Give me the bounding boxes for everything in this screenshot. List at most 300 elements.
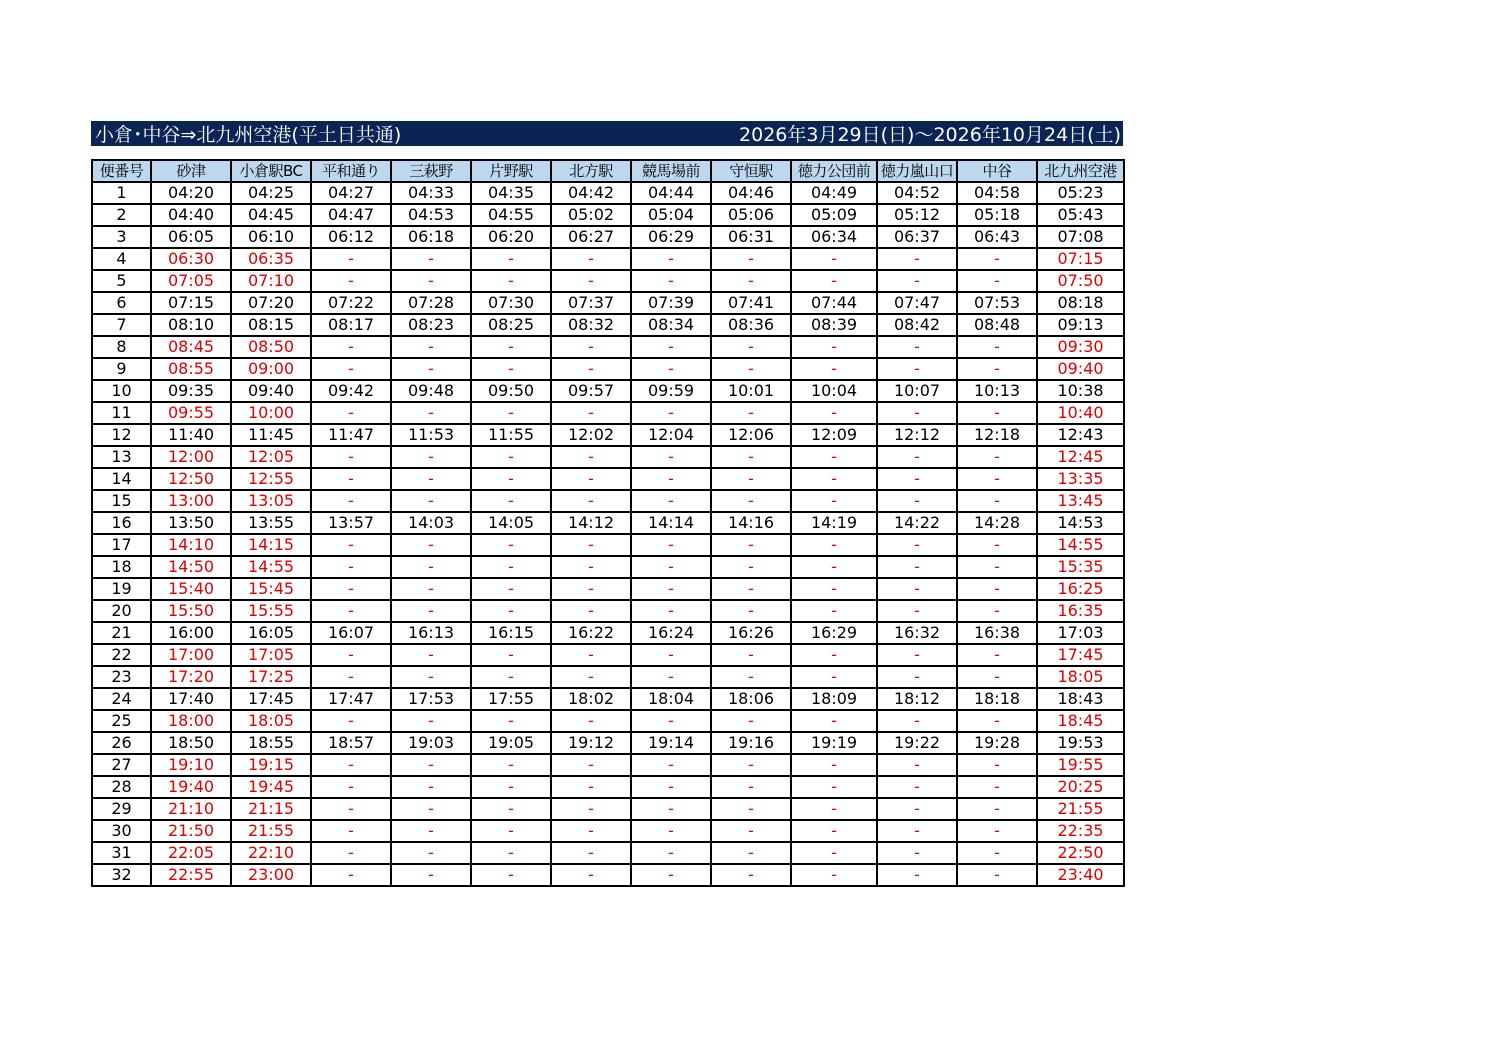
time-cell: - [551,864,631,886]
time-cell: 17:03 [1037,622,1124,644]
time-cell: 06:31 [711,226,791,248]
time-cell: - [877,270,957,292]
time-cell: - [631,468,711,490]
time-cell: 16:32 [877,622,957,644]
table-row [92,732,1124,754]
time-cell: 07:15 [1037,248,1124,270]
time-cell: - [391,336,471,358]
trip-number-cell: 19 [92,578,151,600]
time-cell: - [711,446,791,468]
time-cell: 16:22 [551,622,631,644]
trip-number-cell: 6 [92,292,151,314]
time-cell: 06:12 [311,226,391,248]
column-header: 小倉駅BC [231,160,311,182]
time-cell: 18:00 [151,710,231,732]
time-cell: - [631,358,711,380]
time-cell: 14:22 [877,512,957,534]
time-cell: - [957,710,1037,732]
time-cell: - [311,446,391,468]
time-cell: 06:35 [231,248,311,270]
time-cell: 07:41 [711,292,791,314]
column-header: 守恒駅 [711,160,791,182]
time-cell: 05:43 [1037,204,1124,226]
time-cell: - [791,754,877,776]
time-cell: - [551,644,631,666]
time-cell: - [957,490,1037,512]
time-cell: 17:00 [151,644,231,666]
time-cell: - [711,776,791,798]
time-cell: 06:43 [957,226,1037,248]
time-cell: 12:09 [791,424,877,446]
time-cell: 09:50 [471,380,551,402]
time-cell: 22:05 [151,842,231,864]
time-cell: - [471,534,551,556]
trip-number-cell: 17 [92,534,151,556]
time-cell: - [711,248,791,270]
time-cell: 08:25 [471,314,551,336]
time-cell: - [711,666,791,688]
time-cell: - [471,248,551,270]
time-cell: 09:13 [1037,314,1124,336]
trip-number-cell: 3 [92,226,151,248]
time-cell: - [311,776,391,798]
time-cell: 04:27 [311,182,391,204]
time-cell: - [631,556,711,578]
time-cell: - [791,270,877,292]
time-cell: - [391,600,471,622]
column-header: 中谷 [957,160,1037,182]
time-cell: - [391,864,471,886]
time-cell: - [877,666,957,688]
time-cell: 16:24 [631,622,711,644]
time-cell: - [791,644,877,666]
time-cell: 13:50 [151,512,231,534]
time-cell: - [877,468,957,490]
time-cell: 14:53 [1037,512,1124,534]
time-cell: - [311,358,391,380]
time-cell: 13:00 [151,490,231,512]
time-cell: - [631,776,711,798]
time-cell: 05:06 [711,204,791,226]
time-cell: - [791,490,877,512]
time-cell: 07:39 [631,292,711,314]
time-cell: 06:18 [391,226,471,248]
trip-number-cell: 9 [92,358,151,380]
time-cell: - [711,754,791,776]
time-cell: 04:46 [711,182,791,204]
time-cell: - [711,270,791,292]
time-cell: - [311,754,391,776]
time-cell: 11:55 [471,424,551,446]
time-cell: 17:53 [391,688,471,710]
time-cell: 17:55 [471,688,551,710]
time-cell: - [957,578,1037,600]
time-cell: 16:05 [231,622,311,644]
time-cell: 07:47 [877,292,957,314]
time-cell: 12:06 [711,424,791,446]
column-header: 片野駅 [471,160,551,182]
time-cell: - [471,666,551,688]
time-cell: 07:53 [957,292,1037,314]
time-cell: 08:34 [631,314,711,336]
time-cell: - [877,754,957,776]
time-cell: 17:45 [1037,644,1124,666]
time-cell: 16:35 [1037,600,1124,622]
column-header: 平和通り [311,160,391,182]
time-cell: 04:58 [957,182,1037,204]
time-cell: 17:25 [231,666,311,688]
time-cell: 12:50 [151,468,231,490]
time-cell: - [877,556,957,578]
time-cell: 04:55 [471,204,551,226]
trip-number-cell: 29 [92,798,151,820]
time-cell: - [957,270,1037,292]
time-cell: 04:25 [231,182,311,204]
time-cell: 08:39 [791,314,877,336]
time-cell: 06:27 [551,226,631,248]
time-cell: - [391,798,471,820]
time-cell: - [791,578,877,600]
time-cell: 04:44 [631,182,711,204]
time-cell: 06:20 [471,226,551,248]
time-cell: 07:44 [791,292,877,314]
time-cell: - [471,336,551,358]
time-cell: - [711,578,791,600]
time-cell: 17:45 [231,688,311,710]
time-cell: 18:57 [311,732,391,754]
time-cell: 19:14 [631,732,711,754]
time-cell: - [311,336,391,358]
time-cell: - [391,776,471,798]
time-cell: - [877,798,957,820]
time-cell: 18:02 [551,688,631,710]
time-cell: - [877,600,957,622]
time-cell: - [631,402,711,424]
time-cell: - [551,446,631,468]
time-cell: 11:47 [311,424,391,446]
time-cell: - [631,578,711,600]
time-cell: - [471,556,551,578]
time-cell: - [711,864,791,886]
time-cell: 15:50 [151,600,231,622]
time-cell: 08:15 [231,314,311,336]
time-cell: 07:08 [1037,226,1124,248]
time-cell: - [391,490,471,512]
time-cell: 06:10 [231,226,311,248]
time-cell: - [311,842,391,864]
time-cell: 16:00 [151,622,231,644]
time-cell: 16:38 [957,622,1037,644]
time-cell: 18:43 [1037,688,1124,710]
time-cell: - [957,534,1037,556]
time-cell: - [791,336,877,358]
time-cell: - [877,490,957,512]
time-cell: - [877,864,957,886]
trip-number-cell: 12 [92,424,151,446]
time-cell: 22:55 [151,864,231,886]
table-row [92,622,1124,644]
time-cell: 14:15 [231,534,311,556]
time-cell: 19:05 [471,732,551,754]
time-cell: - [957,336,1037,358]
time-cell: 08:17 [311,314,391,336]
trip-number-cell: 13 [92,446,151,468]
trip-number-cell: 5 [92,270,151,292]
time-cell: 09:48 [391,380,471,402]
time-cell: - [877,776,957,798]
validity-period: 2026年3月29日(日)～2026年10月24日(土) [739,124,1121,146]
trip-number-cell: 21 [92,622,151,644]
table-row [92,336,1124,358]
time-cell: 12:55 [231,468,311,490]
time-cell: 21:50 [151,820,231,842]
time-cell: 06:29 [631,226,711,248]
time-cell: 21:10 [151,798,231,820]
time-cell: 05:18 [957,204,1037,226]
time-cell: - [877,358,957,380]
time-cell: - [957,644,1037,666]
time-cell: 14:10 [151,534,231,556]
time-cell: - [311,468,391,490]
time-cell: 14:28 [957,512,1037,534]
time-cell: - [711,798,791,820]
time-cell: - [791,600,877,622]
time-cell: 22:10 [231,842,311,864]
time-cell: 19:16 [711,732,791,754]
time-cell: 12:18 [957,424,1037,446]
time-cell: 18:45 [1037,710,1124,732]
time-cell: 04:52 [877,182,957,204]
time-cell: 19:28 [957,732,1037,754]
time-cell: - [391,578,471,600]
time-cell: - [791,358,877,380]
time-cell: - [877,534,957,556]
trip-number-cell: 2 [92,204,151,226]
time-cell: 07:28 [391,292,471,314]
timetable [91,159,1125,887]
table-row [92,556,1124,578]
time-cell: 12:43 [1037,424,1124,446]
time-cell: 21:55 [1037,798,1124,820]
table-row [92,424,1124,446]
table-row [92,600,1124,622]
trip-number-cell: 27 [92,754,151,776]
time-cell: - [551,468,631,490]
time-cell: - [791,468,877,490]
time-cell: - [391,534,471,556]
table-row [92,864,1124,886]
trip-number-cell: 28 [92,776,151,798]
time-cell: - [311,864,391,886]
time-cell: - [471,710,551,732]
time-cell: - [311,490,391,512]
time-cell: - [551,798,631,820]
column-header-row [92,160,1124,182]
time-cell: - [311,534,391,556]
time-cell: 19:10 [151,754,231,776]
time-cell: 23:00 [231,864,311,886]
time-cell: - [551,248,631,270]
trip-number-cell: 24 [92,688,151,710]
time-cell: - [957,842,1037,864]
time-cell: 18:05 [1037,666,1124,688]
time-cell: - [877,842,957,864]
time-cell: 18:04 [631,688,711,710]
time-cell: - [711,710,791,732]
time-cell: - [311,798,391,820]
time-cell: - [957,754,1037,776]
time-cell: 18:55 [231,732,311,754]
time-cell: - [957,446,1037,468]
time-cell: 07:22 [311,292,391,314]
table-row [92,666,1124,688]
time-cell: - [711,336,791,358]
time-cell: - [551,270,631,292]
time-cell: - [311,600,391,622]
table-row [92,688,1124,710]
time-cell: - [391,556,471,578]
time-cell: - [877,820,957,842]
time-cell: 13:57 [311,512,391,534]
time-cell: 23:40 [1037,864,1124,886]
time-cell: - [877,446,957,468]
time-cell: - [877,578,957,600]
time-cell: - [631,820,711,842]
time-cell: 08:36 [711,314,791,336]
time-cell: 15:40 [151,578,231,600]
time-cell: 05:12 [877,204,957,226]
trip-number-cell: 22 [92,644,151,666]
time-cell: - [631,710,711,732]
time-cell: 08:45 [151,336,231,358]
time-cell: 14:16 [711,512,791,534]
table-row [92,842,1124,864]
time-cell: - [957,798,1037,820]
time-cell: 18:05 [231,710,311,732]
time-cell: - [877,336,957,358]
time-cell: 10:38 [1037,380,1124,402]
time-cell: 06:34 [791,226,877,248]
time-cell: 16:07 [311,622,391,644]
table-row [92,820,1124,842]
time-cell: - [311,270,391,292]
table-row [92,490,1124,512]
time-cell: 16:29 [791,622,877,644]
trip-number-cell: 30 [92,820,151,842]
column-header: 競馬場前 [631,160,711,182]
time-cell: - [311,556,391,578]
table-row [92,380,1124,402]
time-cell: - [791,534,877,556]
time-cell: - [311,666,391,688]
time-cell: - [631,666,711,688]
time-cell: - [471,754,551,776]
time-cell: 09:30 [1037,336,1124,358]
time-cell: - [311,248,391,270]
time-cell: - [551,534,631,556]
time-cell: 11:53 [391,424,471,446]
time-cell: 14:14 [631,512,711,534]
time-cell: - [551,556,631,578]
time-cell: - [551,776,631,798]
trip-number-cell: 25 [92,710,151,732]
table-row [92,182,1124,204]
time-cell: 15:55 [231,600,311,622]
time-cell: - [471,864,551,886]
time-cell: 04:49 [791,182,877,204]
time-cell: - [791,556,877,578]
time-cell: 14:55 [231,556,311,578]
table-row [92,644,1124,666]
time-cell: - [471,358,551,380]
time-cell: - [631,600,711,622]
time-cell: - [551,600,631,622]
time-cell: 19:55 [1037,754,1124,776]
trip-number-cell: 32 [92,864,151,886]
trip-number-cell: 14 [92,468,151,490]
time-cell: - [957,776,1037,798]
time-cell: 12:12 [877,424,957,446]
trip-number-cell: 7 [92,314,151,336]
time-cell: 09:40 [231,380,311,402]
time-cell: 04:40 [151,204,231,226]
time-cell: 16:13 [391,622,471,644]
time-cell: 04:42 [551,182,631,204]
table-row [92,512,1124,534]
time-cell: 13:45 [1037,490,1124,512]
time-cell: 17:40 [151,688,231,710]
trip-number-cell: 18 [92,556,151,578]
table-row [92,776,1124,798]
table-row [92,754,1124,776]
time-cell: - [631,248,711,270]
time-cell: - [877,710,957,732]
timetable-body [92,182,1124,886]
time-cell: 19:15 [231,754,311,776]
time-cell: - [391,842,471,864]
column-header: 徳力公団前 [791,160,877,182]
time-cell: - [631,336,711,358]
trip-number-cell: 16 [92,512,151,534]
time-cell: - [631,446,711,468]
time-cell: - [471,798,551,820]
time-cell: 19:45 [231,776,311,798]
time-cell: 11:45 [231,424,311,446]
time-cell: - [551,578,631,600]
time-cell: - [391,248,471,270]
time-cell: - [391,666,471,688]
time-cell: - [711,600,791,622]
table-row [92,468,1124,490]
time-cell: - [791,776,877,798]
time-cell: - [631,754,711,776]
table-row [92,798,1124,820]
time-cell: 13:35 [1037,468,1124,490]
time-cell: 08:42 [877,314,957,336]
time-cell: 07:05 [151,270,231,292]
time-cell: - [957,402,1037,424]
table-row [92,270,1124,292]
time-cell: - [311,578,391,600]
table-row [92,710,1124,732]
time-cell: - [551,358,631,380]
time-cell: - [711,644,791,666]
time-cell: - [791,446,877,468]
time-cell: - [391,358,471,380]
time-cell: 14:12 [551,512,631,534]
time-cell: - [391,820,471,842]
time-cell: - [631,798,711,820]
